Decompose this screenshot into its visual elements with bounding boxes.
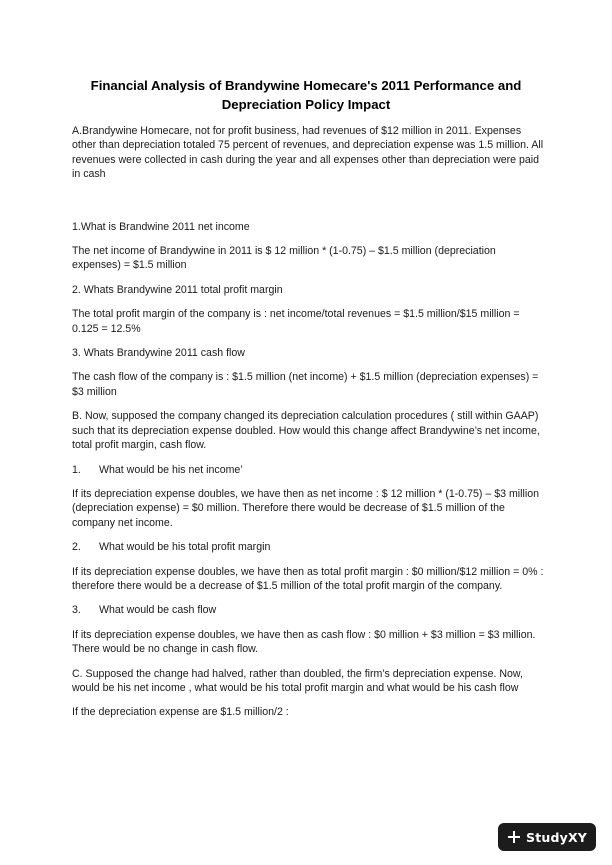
part-b-answer-1: If its depreciation expense doubles, we have then as net income : $ 12 million * (1-0.75) – $3 million (depreciation expense) = $0 million. Therefore there would be decrease of $1.5 million of the company net income.: [72, 487, 539, 529]
list-text: What would be his total profit margin: [99, 541, 271, 554]
question-2: 2. Whats Brandywine 2011 total profit margin: [72, 283, 283, 296]
part-c-paragraph: C. Supposed the change had halved, rather than doubled, the firm’s depreciation expense. Now, would be his net income , what would be his total profit margin and what would be his cash flow: [72, 667, 523, 694]
answer-1: The net income of Brandywine in 2011 is $ 12 million * (1-0.75) – $1.5 million (depreciation expenses) = $1.5 million: [72, 245, 496, 272]
part-b-answer-2: If its depreciation expense doubles, we have then as total profit margin : $0 million/$12 million = 0% : therefore there would be a decrease of $1.5 million of the total profit margin of the company.: [72, 565, 544, 592]
list-number: 2.: [72, 541, 81, 554]
part-b-answer-3: If its depreciation expense doubles, we have then as cash flow : $0 million + $3 million = $3 million. There would be no change in cash flow.: [72, 628, 536, 656]
answer-3: The cash flow of the company is : $1.5 million (net income) + $1.5 million (depreciation expenses) = $3 million: [72, 371, 539, 398]
title-line-1: Financial Analysis of Brandywine Homecare's 2011 Performance and: [90, 78, 522, 93]
document-body: [72, 124, 544, 730]
part-b-question-3: [72, 603, 544, 617]
studyxy-logo[interactable]: [498, 823, 596, 851]
part-b-question-2: [72, 540, 544, 554]
intro-paragraph: A.Brandywine Homecare, not for profit business, had revenues of $12 million in 2011. Expenses other than depreciation totaled 75 percent of revenues, and depreciation expense was 1.5 million. All revenues were collected in cash during the year and all expenses other than depreciation were paid in cash: [72, 125, 544, 181]
list-text: What would be his net income’: [99, 463, 243, 476]
list-text: What would be cash flow: [99, 604, 217, 617]
question-3: 3. Whats Brandywine 2011 cash flow: [72, 347, 245, 360]
logo-text: StudyXY: [526, 829, 588, 845]
part-c-start: If the depreciation expense are $1.5 million/2 :: [72, 706, 289, 719]
plus-icon: [508, 831, 520, 843]
document-title: [72, 76, 540, 114]
part-b-paragraph: B. Now, supposed the company changed its depreciation calculation procedures ( still within GAAP) such that its depreciation expense doubled. How would this change affect Brandywine’s net income, total profit margin, cash flow.: [72, 410, 540, 452]
answer-2: The total profit margin of the company is : net income/total revenues = $1.5 million/$15 million = 0.125 = 12.5%: [72, 308, 520, 335]
part-b-question-1: [72, 463, 544, 477]
question-1: 1.What is Brandwine 2011 net income: [72, 220, 250, 233]
list-number: 3.: [72, 604, 81, 617]
list-number: 1.: [72, 463, 81, 476]
title-line-2: Depreciation Policy Impact: [221, 97, 391, 112]
